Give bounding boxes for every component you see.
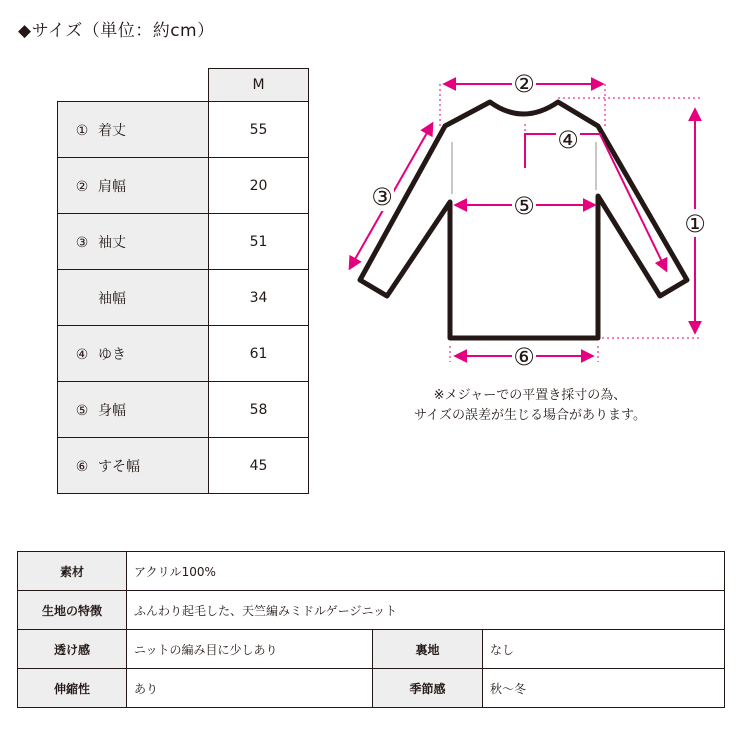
size-row-label: 袖丈 [98,234,126,251]
material-value: アクリル100% [127,552,725,591]
season-label: 季節感 [373,669,483,708]
feature-label: 生地の特徴 [18,591,127,630]
info-row [18,630,725,669]
size-row-label: 袖幅 [98,290,126,307]
diagram-label-3: ③ [371,183,393,211]
sheer-label: 透け感 [18,630,127,669]
product-info-table [17,551,725,708]
size-row [58,438,309,494]
diagram-label-4: ④ [557,126,579,154]
size-row-label: すそ幅 [98,458,140,475]
size-row-value: 20 [209,158,309,214]
info-row [18,669,725,708]
size-row-value: 34 [209,270,309,326]
size-row [58,158,309,214]
size-row-number: ④ [75,346,89,363]
diagram-label-5: ⑤ [513,192,535,220]
size-row-label-cell [58,214,209,270]
size-table-corner [58,69,209,102]
garment-measurement-diagram [340,64,720,374]
size-row [58,326,309,382]
size-row [58,102,309,158]
size-column-header: M [209,69,309,102]
size-row-label-cell [58,438,209,494]
stretch-value: あり [127,669,373,708]
size-row-number: ⑤ [75,402,89,419]
diagram-label-6: ⑥ [513,343,535,371]
size-row-label: 肩幅 [98,178,126,195]
size-row-label: 身幅 [98,402,126,419]
size-table [57,68,309,494]
size-row-label: 着丈 [98,122,126,139]
size-row-number: ③ [75,234,89,251]
size-row-label-cell [58,102,209,158]
size-row-number: ⑥ [75,458,89,475]
note-line-2: サイズの誤差が生じる場合があります。 [414,408,646,423]
material-label: 素材 [18,552,127,591]
feature-value: ふんわり起毛した、天竺編みミドルゲージニット [127,591,725,630]
size-table-header-row [58,69,309,102]
lining-value: なし [482,630,724,669]
size-row [58,214,309,270]
measurement-note [340,386,720,426]
size-row [58,270,309,326]
size-row-label: ゆき [98,346,126,363]
size-row-number: ① [75,122,89,139]
info-row [18,552,725,591]
info-row [18,591,725,630]
size-row-number: ② [75,178,89,195]
size-row-label-cell [58,382,209,438]
season-value: 秋〜冬 [482,669,724,708]
size-row-label-cell [58,270,209,326]
size-row-label-cell [58,158,209,214]
size-row-value: 61 [209,326,309,382]
size-row-value: 45 [209,438,309,494]
size-row-value: 58 [209,382,309,438]
size-row-label-cell [58,326,209,382]
sheer-value: ニットの編み目に少しあり [127,630,373,669]
diagram-label-2: ② [513,70,535,98]
size-row-value: 55 [209,102,309,158]
note-line-1: ※メジャーでの平置き採寸の為、 [433,388,627,403]
page-title: ◆サイズ（単位：約cm） [18,21,215,41]
size-row [58,382,309,438]
diagram-label-1: ① [684,210,706,238]
stretch-label: 伸縮性 [18,669,127,708]
size-row-value: 51 [209,214,309,270]
lining-label: 裏地 [373,630,483,669]
